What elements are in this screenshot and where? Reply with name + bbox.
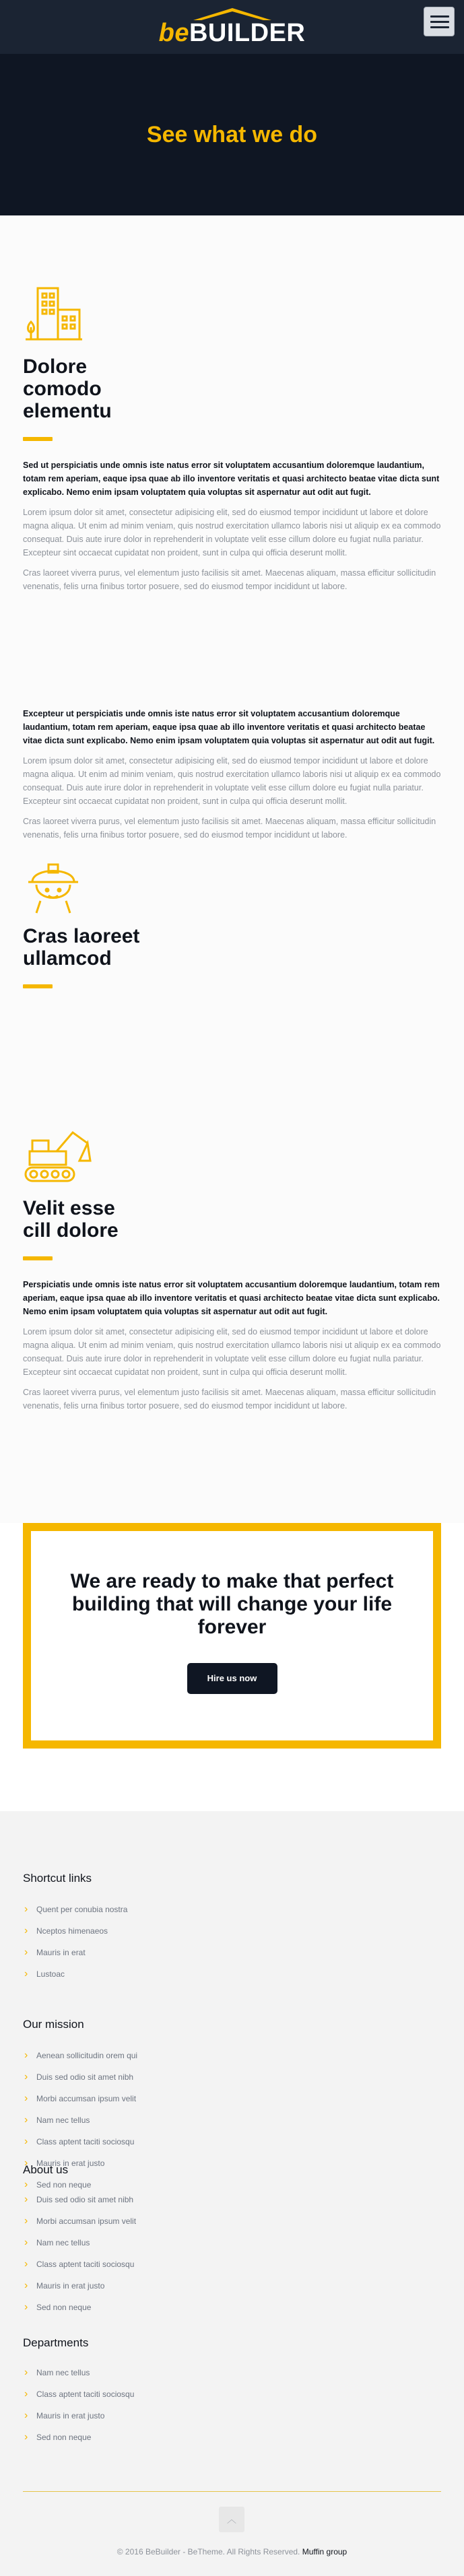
footer-link[interactable]: › Morbi accumsan ipsum velit [23,2210,136,2232]
accent-divider [23,1256,53,1260]
footer-list [23,2189,136,2318]
service-lead: Perspiciatis unde omnis iste natus error sit voluptatem accusantium doloremque laudantium, totam rem aperiam, eaque ipsa quae ab illo inventore veritatis et quasi architecto beatae vitae dicta sunt explicabo. Nemo enim ipsam voluptatem quia voluptas sit aspernatur aut odit aut fugit. [23,1280,440,1316]
footer-link[interactable]: › Class aptent taciti sociosqu [23,2383,134,2405]
footer-link[interactable]: › Quent per conubia nostra [23,1899,127,1920]
service-paragraph: Cras laoreet viverra purus, vel elementum justo facilisis sit amet. Maecenas aliquam, massa efficitur sollicitudin venenatis, felis urna finibus tortor posuere, sed do eiusmod tempor incididunt ut labore. [23,568,436,591]
top-bar [0,0,464,54]
footer-heading: Shortcut links [23,1872,92,1885]
footer-list [23,2362,134,2448]
cta-box [23,1523,441,1749]
footer-link[interactable]: › Morbi accumsan ipsum velit [23,2088,137,2109]
copyright-text: © 2016 BeBuilder - BeTheme. All Rights Reserved. [117,2547,300,2556]
footer-link[interactable]: › Duis sed odio sit amet nibh [23,2066,137,2088]
hire-us-button[interactable]: Hire us now [187,1663,277,1694]
service-title: Dolore comodo elementu [23,355,112,422]
cta-title: We are ready to make that perfect building that will change your life forever [70,1570,394,1638]
logo-prefix: be [158,19,189,47]
footer-link[interactable]: › Duis sed odio sit amet nibh [23,2189,136,2210]
service-paragraph: Lorem ipsum dolor sit amet, consectetur adipisicing elit, sed do eiusmod tempor incididunt ut labore et dolore magna aliqua. Ut enim ad minim veniam, quis nostrud exercitation ullamco laboris nisi ut aliquip ex ea commodo consequat. Duis aute irure dolor in reprehenderit in voluptate velit esse cillum dolore eu fugiat nulla pariatur. Excepteur sint occaecat cupidatat non proident, sunt in culpa qui officia deserunt mollit. [23,1327,441,1377]
service-lead: Sed ut perspiciatis unde omnis iste natus error sit voluptatem accusantium doloremque laudantium, totam rem aperiam, eaque ipsa quae ab illo inventore veritatis et quasi architecto beatae vitae dicta sunt explicabo. Nemo enim ipsam voluptatem quia voluptas sit aspernatur aut odit aut fugit. [23,461,440,497]
footer-link[interactable]: › Mauris in erat justo [23,2405,134,2427]
logo-suffix: BUILDER [189,19,306,47]
worker-helmet-icon [23,855,84,916]
service-item [23,283,441,593]
footer-link[interactable]: › Class aptent taciti sociosqu [23,2131,137,2153]
excavator-icon [23,1123,93,1184]
copyright [0,2547,464,2556]
service-paragraph: Cras laoreet viverra purus, vel elementum justo facilisis sit amet. Maecenas aliquam, massa efficitur sollicitudin venenatis, felis urna finibus tortor posuere, sed do eiusmod tempor incididunt ut labore. [23,817,436,840]
footer-link[interactable]: › Nam nec tellus [23,2109,137,2131]
footer-heading: Our mission [23,2018,84,2031]
service-title: Cras laoreet ullamcod [23,925,140,970]
footer-link[interactable]: › Nam nec tellus [23,2232,136,2253]
accent-divider [23,437,53,441]
footer-divider [23,2491,441,2492]
chevron-up-icon[interactable]: ︿ [219,2507,244,2532]
footer-link[interactable]: › Sed non neque [23,2174,137,2196]
footer-link[interactable]: › Mauris in erat justo [23,2275,136,2297]
footer-heading: About us [23,2163,69,2176]
logo-text [0,19,464,48]
building-icon [23,283,84,343]
footer-link[interactable]: › Class aptent taciti sociosqu [23,2253,136,2275]
service-paragraph: Lorem ipsum dolor sit amet, consectetur adipisicing elit, sed do eiusmod tempor incididunt ut labore et dolore magna aliqua. Ut enim ad minim veniam, quis nostrud exercitation ullamco laboris nisi ut aliquip ex ea commodo consequat. Duis aute irure dolor in reprehenderit in voluptate velit esse cillum dolore eu fugiat nulla pariatur. Excepteur sint occaecat cupidatat non proident, sunt in culpa qui officia deserunt mollit. [23,756,441,806]
accent-divider [23,984,53,988]
footer-list [23,1899,127,1985]
service-title: Velit esse cill dolore [23,1197,119,1242]
footer-link[interactable]: › Lustoac [23,1963,127,1985]
footer-link[interactable]: › Aenean sollicitudin orem qui [23,2045,137,2066]
service-paragraph: Cras laoreet viverra purus, vel elementum justo facilisis sit amet. Maecenas aliquam, massa efficitur sollicitudin venenatis, felis urna finibus tortor posuere, sed do eiusmod tempor incididunt ut labore. [23,1388,436,1411]
hamburger-menu-icon[interactable] [424,7,455,36]
site-logo[interactable] [0,7,464,47]
services-section [0,215,464,1523]
footer-link[interactable]: › Sed non neque [23,2297,136,2318]
service-item [23,707,441,988]
footer-link[interactable]: › Sed non neque [23,2427,134,2448]
footer-link[interactable]: › Nceptos himenaeos [23,1920,127,1942]
service-item [23,1123,441,1413]
service-lead: Excepteur ut perspiciatis unde omnis iste natus error sit voluptatem accusantium doloremque laudantium, totam rem aperiam, eaque ipsa quae ab illo inventore veritatis et quasi architecto beatae vitae dicta sunt explicabo. Nemo enim ipsam voluptatem quia voluptas sit aspernatur aut odit aut fugit. [23,709,435,745]
copyright-brand-link[interactable]: Muffin group [302,2547,347,2556]
footer-link[interactable]: › Mauris in erat justo [23,2153,137,2174]
footer-link[interactable]: › Mauris in erat [23,1942,127,1963]
hero [0,54,464,215]
footer-link[interactable]: › Nam nec tellus [23,2362,134,2383]
service-paragraph: Lorem ipsum dolor sit amet, consectetur adipisicing elit, sed do eiusmod tempor incididunt ut labore et dolore magna aliqua. Ut enim ad minim veniam, quis nostrud exercitation ullamco laboris nisi ut aliquip ex ea commodo consequat. Duis aute irure dolor in reprehenderit in voluptate velit esse cillum dolore eu fugiat nulla pariatur. Excepteur sint occaecat cupidatat non proident, sunt in culpa qui officia deserunt mollit. [23,508,441,557]
hero-title: See what we do [146,121,318,147]
footer-heading: Departments [23,2336,89,2349]
